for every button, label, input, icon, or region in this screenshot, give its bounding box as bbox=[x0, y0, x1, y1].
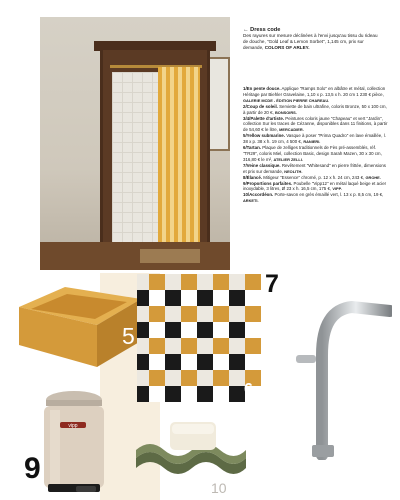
zellige-cell bbox=[181, 274, 197, 290]
zellige-cell bbox=[213, 274, 229, 290]
zellige-cell bbox=[213, 290, 229, 306]
zellige-cell bbox=[137, 306, 149, 322]
item-number-7: 7 bbox=[265, 270, 279, 298]
zellige-cell bbox=[149, 338, 165, 354]
zellige-cell bbox=[137, 354, 149, 370]
zellige-cell bbox=[197, 306, 213, 322]
zellige-cell bbox=[137, 274, 149, 290]
zellige-cell bbox=[245, 322, 261, 338]
intro-credit: COLORS OF ARLEY. bbox=[264, 45, 310, 50]
zellige-cell bbox=[213, 370, 229, 386]
zellige-cell bbox=[149, 290, 165, 306]
bathroom-photo bbox=[40, 17, 230, 270]
zellige-cell bbox=[229, 306, 245, 322]
zellige-cell bbox=[165, 322, 181, 338]
zellige-cell bbox=[165, 290, 181, 306]
zellige-cell bbox=[181, 370, 197, 386]
soap-dish bbox=[130, 408, 250, 483]
zellige-cell bbox=[245, 274, 261, 290]
bin-logo: vipp bbox=[68, 423, 78, 429]
zellige-cell bbox=[137, 290, 149, 306]
zellige-cell bbox=[197, 274, 213, 290]
zellige-cell bbox=[149, 322, 165, 338]
item-number-10: 10 bbox=[211, 480, 227, 496]
list-item: 9/Proportions parfaites. Poubelle "Vipp12" en métal laqué beige et acier inoxydable, 3 litres, Ø 23 x h. 16,5 cm, 175 €, VIPP. bbox=[243, 180, 387, 192]
zellige-cell bbox=[213, 306, 229, 322]
zellige-cell bbox=[229, 386, 245, 402]
zellige-cell bbox=[197, 386, 213, 402]
zellige-cell bbox=[229, 338, 245, 354]
zellige-cell bbox=[165, 370, 181, 386]
zellige-cell bbox=[165, 306, 181, 322]
zellige-cell bbox=[245, 354, 261, 370]
striped-curtain bbox=[158, 67, 200, 245]
zellige-cell bbox=[181, 322, 197, 338]
zellige-cell bbox=[229, 274, 245, 290]
item-number-6: 6 bbox=[244, 381, 253, 398]
list-item: 1/En pente douce. Applique "Ramps Solo" en albâtre et métal, collection Héritage par Biehler Gravelaine, 1,10 x p. 13,5 x h. 20 cm 1 230 € pièce, GALERIE MCDE - ÉDITION PIERRE CHAREAU. bbox=[243, 86, 386, 103]
zellige-cell bbox=[165, 338, 181, 354]
zellige-cell bbox=[165, 354, 181, 370]
zellige-cell bbox=[197, 370, 213, 386]
pedal-bin bbox=[36, 388, 112, 496]
intro-block bbox=[243, 27, 383, 51]
zellige-cell bbox=[149, 354, 165, 370]
zellige-cell bbox=[229, 370, 245, 386]
zellige-cell bbox=[197, 338, 213, 354]
zellige-cell bbox=[165, 274, 181, 290]
zellige-cell bbox=[149, 370, 165, 386]
zellige-cell bbox=[197, 354, 213, 370]
list-item: 6/Tartan. Plaque de zelliges traditionnels de Fès pré-assemblés, réf. "TR29", coloris Miel, collection Basic, design Sarah Mazen, 30 x 30 cm, 316,80 € le m², ATELIER ZELLI. bbox=[243, 145, 382, 162]
list-item: 5/Yellow submarine. Vasque à poser "Prima Quadro" en lave émaillée, l. 38 x p. 38 x h. 19 cm, 4 500 €, RANIERI. bbox=[243, 133, 386, 145]
zellige-cell bbox=[137, 370, 149, 386]
zellige-cell bbox=[245, 338, 261, 354]
zellige-cell bbox=[181, 306, 197, 322]
chrome-faucet bbox=[282, 285, 392, 460]
item-number-5: 5 bbox=[122, 323, 135, 349]
list-item: 3/4/Palette d'artiste. Peintures coloris jaune "Chapeau" et vert "Jardin", collection Sur les traces de Cézanne, disponibles dans 11 finitions, à partir de 54,60 € le litre, MERCADIER. bbox=[243, 115, 388, 133]
zellige-cell bbox=[197, 322, 213, 338]
zellige-cell bbox=[181, 386, 197, 402]
zellige-cell bbox=[149, 274, 165, 290]
zellige-cell bbox=[165, 386, 181, 402]
intro-title: ← Dress code bbox=[243, 27, 281, 33]
zellige-cell bbox=[137, 386, 149, 402]
item-number-9: 9 bbox=[24, 452, 41, 485]
zellige-cell bbox=[137, 322, 149, 338]
zellige-cell bbox=[245, 290, 261, 306]
zellige-cell bbox=[181, 290, 197, 306]
zellige-cell bbox=[245, 306, 261, 322]
product-list bbox=[243, 86, 388, 204]
zellige-tile bbox=[137, 274, 261, 402]
zellige-cell bbox=[213, 322, 229, 338]
list-item: 8/Élancé. Mitigeur "Essence" chromé, p. 12 x h. 24 cm, 243 €, GROHE. bbox=[243, 174, 381, 180]
list-item: 2/Coup de soleil. Serviette de bain ultrafine, coloris Bronze, 50 x 100 cm, à partir de 20 €, BONSOIRS. bbox=[243, 103, 387, 115]
zellige-cell bbox=[149, 386, 165, 402]
zellige-cell bbox=[197, 290, 213, 306]
zellige-cell bbox=[213, 386, 229, 402]
zellige-cell bbox=[229, 354, 245, 370]
zellige-cell bbox=[149, 306, 165, 322]
zellige-cell bbox=[181, 338, 197, 354]
list-item: 7/Veine classique. Revêtement "Whitesand" en pierre frittée, dimensions et prix sur demande, NEOLITH. bbox=[243, 162, 386, 174]
zellige-cell bbox=[137, 338, 149, 354]
zellige-cell bbox=[229, 290, 245, 306]
zellige-cell bbox=[213, 354, 229, 370]
list-item: 10/Accordéon. Porte-savon en grès émaillé vert, l. 13 x p. 8,5 cm, 19 €, ARKETI. bbox=[243, 192, 384, 204]
zellige-cell bbox=[229, 322, 245, 338]
zellige-cell bbox=[213, 338, 229, 354]
zellige-cell bbox=[181, 354, 197, 370]
intro-text: Des rayures sur mesure déclinées à l'envi jusqu'au tissu du rideau de douche, "Gold Leaf & Lemon Sorbet", 1,145 cm, prix sur demande, bbox=[243, 33, 378, 50]
